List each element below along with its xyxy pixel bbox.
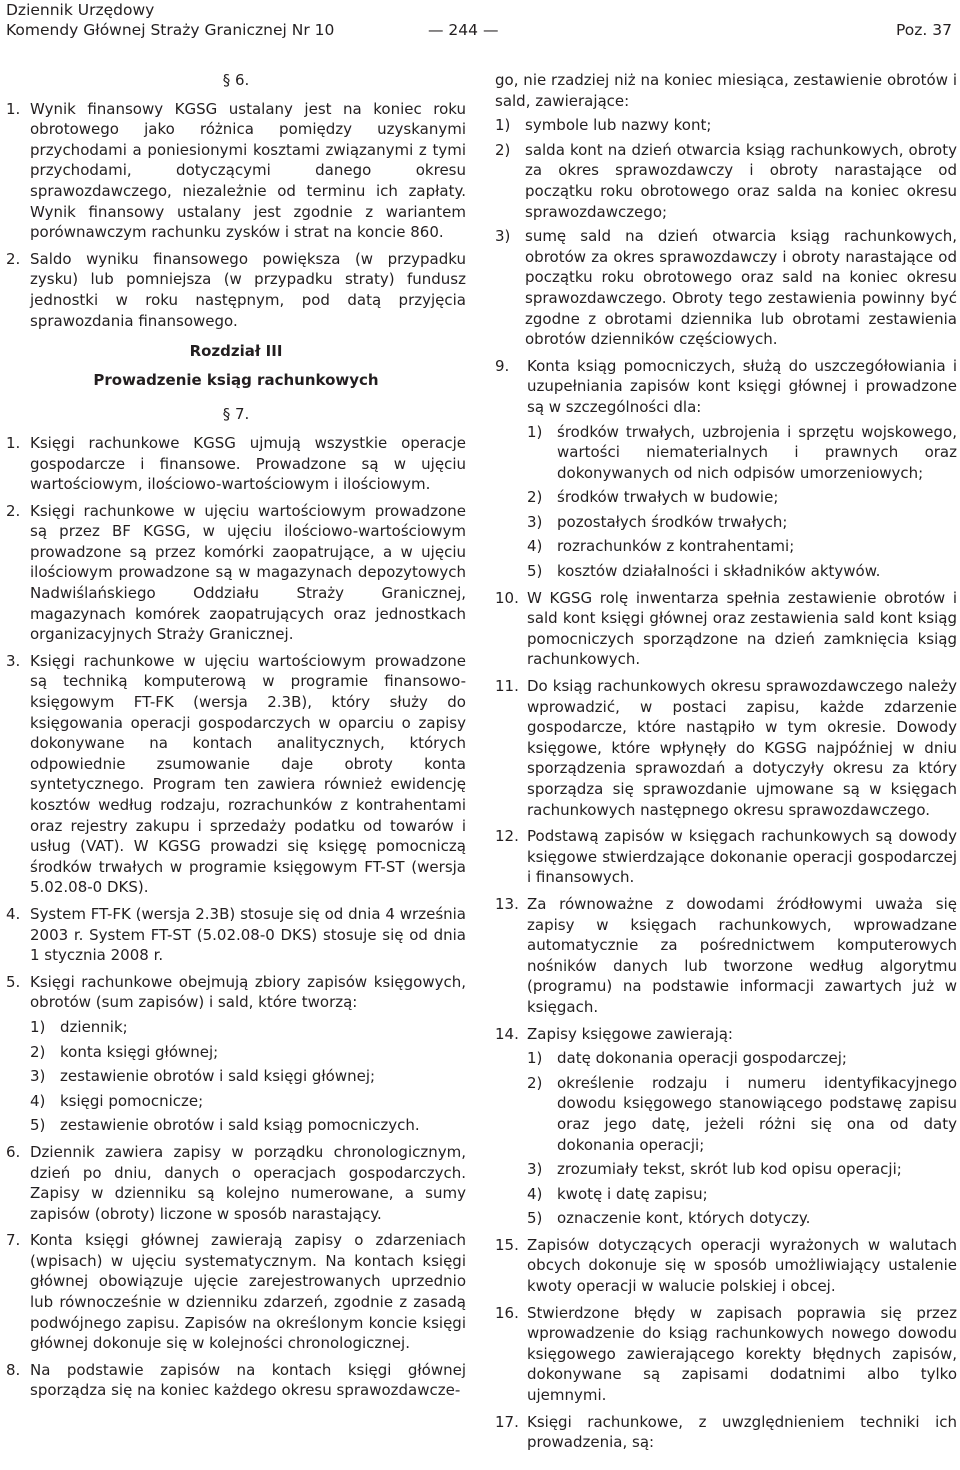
sub-item-text: zestawienie obrotów i sald ksiąg pomocniczych. [60,1116,420,1135]
paragraph [495,826,957,888]
paragraph [6,99,466,243]
sub-item-number: 3) [30,1067,46,1086]
sub-item-number: 4) [527,537,543,556]
paragraph [495,676,957,820]
paragraph [6,1230,466,1354]
paragraph-text: Dziennik zawiera zapisy w porządku chronologicznym, dzień po dniu, danych o operacjach gospodarczych. Zapisy w dzienniku są kolejno numerowane, a sumy zapisów (obroty) liczone w sposób narastający. [30,1142,466,1223]
paragraph-number: 12. [495,827,519,846]
paragraph-number: 1. [6,99,21,118]
paragraph-number: 9. [495,356,510,375]
paragraph [6,433,466,495]
paragraph-text: Zapisów dotyczących operacji wyrażonych w walutach obcych dokonuje się w sposób umożliwiający ustalenie kwoty operacji w walucie polskiej i obcej. [527,1235,957,1296]
paragraph [6,1142,466,1224]
sub-item-number: 4) [527,1184,543,1203]
paragraph-number: 16. [495,1303,519,1322]
sub-item [495,140,957,222]
sub-item [527,1208,957,1229]
section-6-heading: § 6. [222,71,250,89]
paragraph-number: 15. [495,1235,519,1254]
sub-item-number: 3) [495,227,511,246]
sub-item-number: 1) [495,116,511,135]
paragraph [6,651,466,898]
paragraph-number: 6. [6,1142,21,1161]
sub-item-text: symbole lub nazwy kont; [525,116,712,135]
sub-list [30,1017,466,1136]
chapter-title: Prowadzenie ksiąg rachunkowych [93,370,379,389]
sub-item [30,1066,466,1087]
paragraph-text: Księgi rachunkowe w ujęciu wartościowym prowadzone są techniką komputerową w programie finansowo-księgowym FT-FK (wersja 2.3B), który służy do księgowania operacji gospodarczych w oparciu o zapisy dokonywane na kontach analitycznych, których odpowiednie zsumowanie daje obroty konta syntetycznego. Program ten zawiera również ewidencję kosztów według rodzaju, rozrachunków z kontrahentami oraz rejestry zakupu i sprzedaży podatku od towarów i usług (VAT). W KGSG prowadzi się księgę pomocniczą środków trwałych w programie księgowym FT-ST (wersja 5.02.08-0 DKS). [30,651,466,897]
sub-item-text: salda kont na dzień otwarcia ksiąg rachunkowych, obroty za okres sprawozdawczy i obroty narastające od początku roku obrotowego oraz salda na koniec okresu sprawozdawczego; [525,140,957,221]
paragraph [495,1303,957,1406]
sub-item-text: datę dokonania operacji gospodarczej; [557,1049,847,1068]
sub-list [495,115,957,350]
sub-item-number: 3) [527,512,543,531]
sub-item-number: 2) [527,1073,543,1092]
paragraph [495,356,957,582]
paragraph-number: 17. [495,1412,519,1431]
paragraph [495,588,957,670]
paragraph-number: 5. [6,972,21,991]
paragraph-text: Księgi rachunkowe obejmują zbiory zapisów księgowych, obrotów (sum zapisów) i sald, które tworzą: [30,972,466,1012]
paragraph-number: 13. [495,894,519,913]
position-number: Poz. 37 [896,21,952,39]
page-header [0,0,960,46]
sub-item [30,1115,466,1136]
paragraph [6,972,466,1136]
sub-item [527,1159,957,1180]
paragraph-text: Podstawą zapisów w księgach rachunkowych są dowody księgowe stwierdzające dokonanie operacji gospodarczej i finansowych. [527,827,957,887]
sub-item [30,1042,466,1063]
sub-item-text: kosztów działalności i składników aktywów. [557,562,881,581]
sub-item-text: rozrachunków z kontrahentami; [557,537,795,556]
paragraph-text: Wynik finansowy KGSG ustalany jest na koniec roku obrotowego jako różnica pomiędzy uzyskanymi przychodami a poniesionymi kosztami związanymi z tymi przychodami, dotyczącymi danego okresu sprawozdawczego, niezależnie od terminu ich zapłaty. Wynik finansowy ustalany jest zgodnie z wariantem porównawczym rachunku zysków i strat na koncie 860. [30,99,466,242]
paragraph [6,904,466,966]
section-7-items [6,433,466,1401]
sub-item-text: kwotę i datę zapisu; [557,1184,708,1203]
sub-item [527,1073,957,1155]
paragraph [495,894,957,1018]
continued-text: go, nie rzadziej niż na koniec miesiąca, zestawienie obrotów i sald, zawierające: [495,71,957,110]
sub-item-number: 2) [495,140,511,159]
paragraph-number: 11. [495,677,519,696]
sub-item-text: środków trwałych, uzbrojenia i sprzętu wojskowego, wartości niematerialnych i prawnych oraz dokonywanych od nich odpisów umorzeniowych; [557,422,957,482]
paragraph-number: 2. [6,501,21,520]
paragraph-text: Na podstawie zapisów na kontach księgi głównej sporządza się na koniec każdego okresu sprawozdawcze- [30,1360,466,1400]
paragraph-number: 7. [6,1231,21,1250]
paragraph-number: 4. [6,904,21,923]
sub-item-number: 4) [30,1091,46,1110]
paragraph-text: W KGSG rolę inwentarza spełnia zestawienie obrotów i sald kont księgi głównej oraz zestawienia sald kont ksiąg pomocniczych sporządzone na dzień zamknięcia ksiąg rachunkowych. [527,588,957,669]
sub-item [495,226,957,350]
sub-item [527,512,957,533]
sub-item-text: oznaczenie kont, których dotyczy. [557,1209,811,1228]
paragraph [6,1360,466,1401]
paragraph-text: Saldo wyniku finansowego powiększa (w przypadku zysku) lub pomniejsza (w przypadku straty) fundusz jednostki w roku następnym, pod datą przyjęcia sprawozdania finansowego. [30,249,466,330]
continued-paragraph [495,70,957,350]
paragraph [495,1412,957,1453]
paragraph [6,249,466,331]
paragraph [6,501,466,645]
paragraph-text: Księgi rachunkowe w ujęciu wartościowym prowadzone są przez BF KGSG, w ujęciu ilościowo-wartościowym prowadzone są przez komórki zaopatrujące, a w ujęciu ilościowym prowadzone są w magazynach depozytowych Nadwiślańskiego Oddziału Straży Granicznej, magazynach komórek zaopatrujących oraz jednostkach organizacyjnych Straży Granicznej. [30,501,466,644]
sub-item-text: konta księgi głównej; [60,1042,219,1061]
sub-item [495,115,957,136]
sub-item-number: 2) [527,488,543,507]
sub-list [527,422,957,582]
sub-item [30,1091,466,1112]
sub-item-number: 3) [527,1160,543,1179]
paragraph-number: 10. [495,588,519,607]
sub-item-number: 5) [527,562,543,581]
paragraph-text: Stwierdzone błędy w zapisach poprawia się przez wprowadzenie do ksiąg rachunkowych nowego dowodu księgowego zawierającego korekty błędnych zapisów, dokonywane są zapisami dodatnimi albo tylko ujemnymi. [527,1303,957,1405]
right-column [495,70,957,1459]
sub-item-number: 5) [30,1116,46,1135]
sub-item-text: środków trwałych w budowie; [557,488,779,507]
journal-title [6,0,334,40]
paragraph-text: System FT-FK (wersja 2.3B) stosuje się od dnia 4 września 2003 r. System FT-ST (5.02.08-0 DKS) stosuje się od dnia 1 stycznia 2008 r. [30,904,466,965]
sub-item [527,487,957,508]
sub-item [527,536,957,557]
sub-item-number: 1) [527,1049,543,1068]
sub-item-text: zestawienie obrotów i sald księgi głównej; [60,1067,376,1086]
page-number: — 244 — [428,21,499,39]
paragraph-text: Za równoważne z dowodami źródłowymi uważa się zapisy w księgach rachunkowych, wprowadzane automatycznie za pośrednictwem komputerowych nośników danych lub tworzone według algorytmu (programu) na podstawie informacji zawartych już w księgach. [527,894,957,1016]
paragraph-number: 8. [6,1360,21,1379]
chapter-heading: Rozdział III [189,342,283,361]
sub-item-number: 1) [527,422,543,441]
sub-list [527,1048,957,1229]
sub-item-text: księgi pomocnicze; [60,1091,204,1110]
paragraph-number: 3. [6,651,21,670]
sub-item-text: pozostałych środków trwałych; [557,512,788,531]
paragraph-text: Konta ksiąg pomocniczych, służą do uszczegółowiania i uzupełniania zapisów kont księgi głównej i prowadzone są w szczególności dla: [527,356,957,416]
journal-title-line2: Komendy Głównej Straży Granicznej Nr 10 [6,21,335,39]
sub-item-text: sumę sald na dzień otwarcia ksiąg rachunkowych, obrotów za okres sprawozdawczy i obroty narastające od początku roku obrotowego oraz sald na koniec okresu sprawozdawczego. Obroty tego zestawienia powinny być zgodne z obrotami dziennika lub obrotami zestawienia obrotów dzienników częściowych. [525,227,957,349]
sub-item-text: zrozumiały tekst, skrót lub kod opisu operacji; [557,1160,902,1179]
section-6-items [6,99,466,332]
paragraph [495,1235,957,1297]
paragraph-text: Konta księgi głównej zawierają zapisy o zdarzeniach (wpisach) w ujęciu systematycznym. Na kontach księgi głównej obowiązuje ujęcie zarejestrowanych uprzednio lub równocześnie w dzienniku zdarzeń, zgodnie z zasadą podwójnego zapisu. Zapisów na określonym koncie księgi głównej dokonuje się w kolejności chronologicznej. [30,1231,466,1353]
paragraph-text: Księgi rachunkowe, z uwzględnieniem techniki ich prowadzenia, są: [527,1412,957,1452]
sub-item-text: dziennik; [60,1017,128,1036]
paragraph [495,1024,957,1229]
sub-item [30,1017,466,1038]
paragraph-text: Zapisy księgowe zawierają: [527,1024,733,1043]
sub-item-number: 2) [30,1042,46,1061]
sub-item-number: 1) [30,1017,46,1036]
paragraph-text: Do ksiąg rachunkowych okresu sprawozdawczego należy wprowadzić, w postaci zapisu, każde zdarzenie gospodarcze, które nastąpiło w tym okresie. Dowody księgowe, które wpłynęły do KGSG najpóźniej w dniu sporządzenia sprawozdań a dotyczyły okresu za który sporządza się sprawozdanie ujmowane są w księgach rachunkowych następnego okresu sprawozdawczego. [527,677,957,819]
sub-item [527,561,957,582]
left-column [6,66,466,1407]
paragraph-number: 1. [6,433,21,452]
paragraph-number: 14. [495,1024,519,1043]
section-7-heading: § 7. [222,405,250,424]
paragraph-text: Księgi rachunkowe KGSG ujmują wszystkie operacje gospodarcze i finansowe. Prowadzone są w ujęciu wartościowym, ilościowo-wartościowym i ilościowym. [30,433,466,494]
sub-item-number: 5) [527,1209,543,1228]
paragraph-number: 2. [6,249,21,268]
sub-item [527,422,957,484]
sub-item [527,1048,957,1069]
sub-item-text: określenie rodzaju i numeru identyfikacyjnego dowodu księgowego stanowiącego podstawę zapisu oraz jego datę, jeżeli różni się ona od daty dokonania operacji; [557,1073,957,1154]
journal-title-line1: Dziennik Urzędowy [6,1,155,19]
sub-item [527,1184,957,1205]
